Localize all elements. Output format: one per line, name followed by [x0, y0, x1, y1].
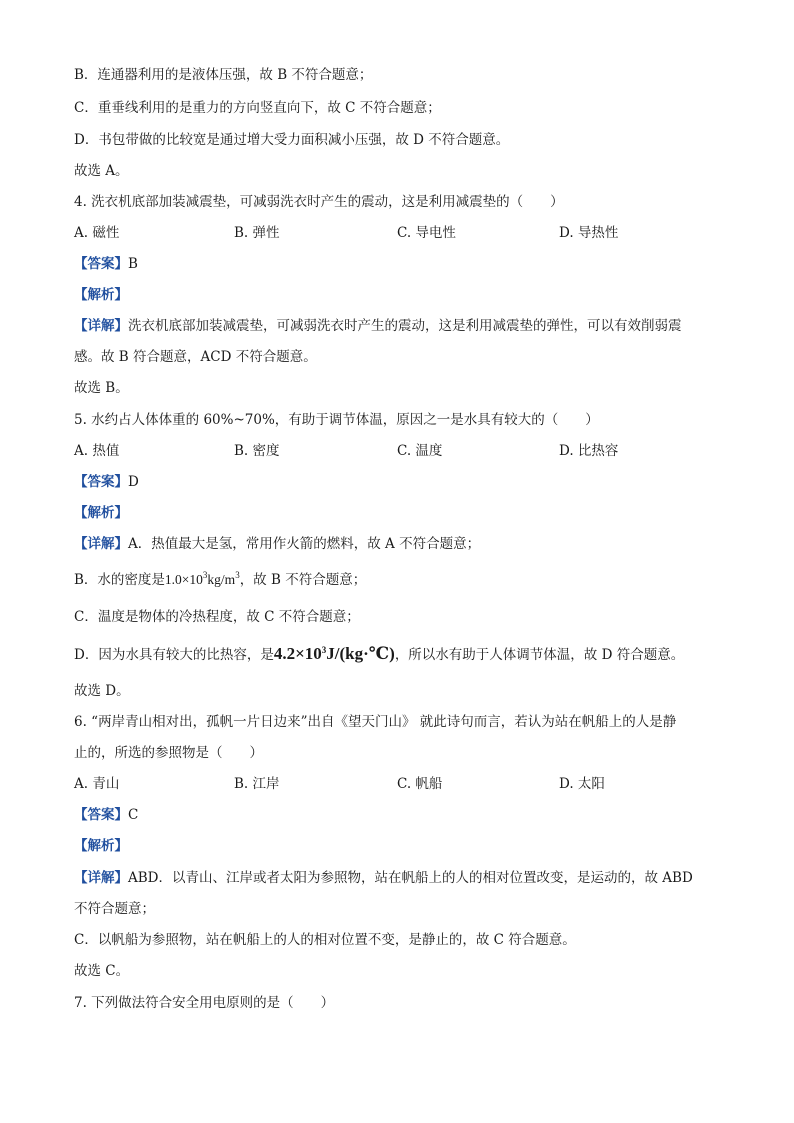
q6-option-c: C. 帆船 — [397, 776, 443, 792]
q6-analysis-row — [74, 837, 128, 855]
density-unit: kg/m — [207, 572, 236, 587]
q5-answer: D — [128, 474, 139, 490]
q5-analysis-row — [74, 504, 128, 522]
q5-choice: 故选 D。 — [74, 683, 130, 699]
analysis-tag: 【解析】 — [74, 287, 128, 303]
q4-detail-row — [74, 317, 682, 335]
q6-detail-continued: 不符合题意； — [74, 901, 155, 917]
q5-detail-b — [74, 571, 366, 589]
detail-tag: 【详解】 — [74, 870, 128, 886]
q4-detail-text: 洗衣机底部加装减震垫，可减弱洗衣时产生的震动，这是利用减震垫的弹性，可以有效削弱震 — [128, 318, 682, 334]
q6-answer: C — [128, 807, 139, 823]
q5-detail-a: A．热值最大是氢，常用作火箭的燃料，故 A 不符合题意； — [128, 536, 481, 552]
q5-detail-c: C．温度是物体的冷热程度，故 C 不符合题意； — [74, 609, 360, 625]
q3-option-c-explanation: C．重垂线利用的是重力的方向竖直向下，故 C 不符合题意； — [74, 100, 441, 116]
analysis-tag: 【解析】 — [74, 838, 128, 854]
q5-detail-d-prefix: D．因为水具有较大的比热容，是 — [74, 647, 274, 663]
q4-stem: 4. 洗衣机底部加装减震垫，可减弱洗衣时产生的震动，这是利用减震垫的（ ） — [74, 194, 564, 210]
heat-unit: J/(kg·℃) — [326, 644, 395, 663]
density-unit-exponent: 3 — [235, 570, 240, 580]
q5-option-b: B. 密度 — [234, 443, 280, 459]
q4-option-c: C. 导电性 — [397, 225, 456, 241]
q6-option-a: A. 青山 — [74, 776, 120, 792]
q3-option-b-explanation: B．连通器利用的是液体压强，故 B 不符合题意； — [74, 67, 373, 83]
q5-option-a: A. 热值 — [74, 443, 120, 459]
q5-detail-b-suffix: ，故 B 不符合题意； — [239, 572, 367, 588]
heat-exponent: 3 — [321, 645, 327, 655]
q6-option-d: D. 太阳 — [559, 776, 605, 792]
q6-choice: 故选 C。 — [74, 963, 130, 979]
density-coefficient: 1.0×10 — [164, 572, 203, 587]
q4-answer: B — [128, 256, 138, 272]
q4-answer-row — [74, 255, 138, 273]
q5-stem: 5. 水约占人体体重的 60%~70%，有助于调节体温，原因之一是水具有较大的（ ） — [74, 412, 599, 428]
q5-option-c: C. 温度 — [397, 443, 443, 459]
q5-option-d: D. 比热容 — [559, 443, 619, 459]
answer-tag: 【答案】 — [74, 807, 128, 823]
density-exponent: 3 — [202, 570, 208, 580]
q5-detail-d-suffix: ，所以水有助于人体调节体温，故 D 符合题意。 — [394, 647, 685, 663]
q3-option-d-explanation: D．书包带做的比较宽是通过增大受力面积减小压强，故 D 不符合题意。 — [74, 132, 510, 148]
q4-option-a: A. 磁性 — [74, 225, 120, 241]
analysis-tag: 【解析】 — [74, 505, 128, 521]
q4-choice: 故选 B。 — [74, 380, 129, 396]
detail-tag: 【详解】 — [74, 318, 128, 334]
q6-option-b: B. 江岸 — [234, 776, 280, 792]
q5-detail-row — [74, 535, 480, 553]
q4-option-b: B. 弹性 — [234, 225, 280, 241]
density-formula — [165, 572, 240, 587]
q5-answer-row — [74, 473, 139, 491]
specific-heat-formula — [274, 644, 395, 663]
q6-detail-row — [74, 869, 693, 887]
q6-answer-row — [74, 806, 138, 824]
q6-stem: 6. “两岸青山相对出，孤帆一片日边来”出自《望天门山》 就此诗句而言，若认为站在帆船上的人是静 — [74, 714, 677, 730]
q3-choice: 故选 A。 — [74, 163, 129, 179]
answer-tag: 【答案】 — [74, 256, 128, 272]
heat-coefficient: 4.2×10 — [273, 644, 322, 663]
q6-detail-text: ABD．以青山、江岸或者太阳为参照物，站在帆船上的人的相对位置改变，是运动的，故 ABD — [128, 870, 693, 886]
q4-detail-continued: 感。故 B 符合题意，ACD 不符合题意。 — [74, 349, 317, 365]
q7-stem: 7. 下列做法符合安全用电原则的是（ ） — [74, 995, 335, 1011]
answer-tag: 【答案】 — [74, 474, 128, 490]
q5-detail-d — [74, 645, 684, 664]
q4-analysis-row — [74, 286, 128, 304]
q4-option-d: D. 导热性 — [559, 225, 619, 241]
q6-stem-continued: 止的，所选的参照物是（ ） — [74, 745, 263, 761]
detail-tag: 【详解】 — [74, 536, 128, 552]
q5-detail-b-prefix: B．水的密度是 — [74, 572, 165, 588]
q6-detail-c: C．以帆船为参照物，站在帆船上的人的相对位置不变，是静止的，故 C 符合题意。 — [74, 932, 576, 948]
